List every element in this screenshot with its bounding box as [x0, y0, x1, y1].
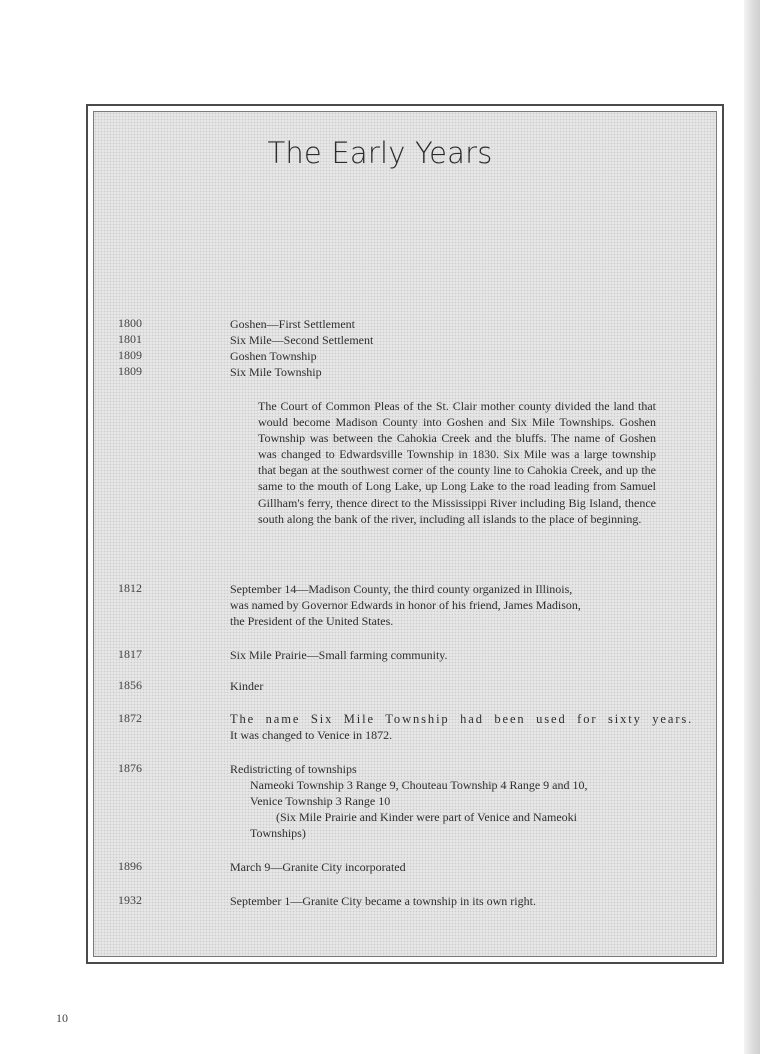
page-title: The Early Years — [267, 136, 493, 170]
entry-1876 — [230, 761, 588, 841]
entry-1817-line: Six Mile Prairie—Small farming community. — [230, 648, 448, 662]
entry-1817 — [230, 647, 448, 663]
entry-1856-line: Kinder — [230, 679, 264, 693]
township-history-paragraph: The Court of Common Pleas of the St. Clair mother county divided the land that would become Madison County into Goshen and Six Mile Townships. Goshen Township was between the Cahokia Creek and the bluffs. The name of Goshen was changed to Edwardsville Township in 1830. Six Mile was a large township that began at the southwest corner of the county line to Cahokia Creek, and up the same to the mouth of Long Lake, up Long Lake to the road leading from Samuel Gillham's ferry, thence direct to the Mississippi River including Big Island, thence south along the bank of the river, including all islands to the place of beginning. — [258, 399, 656, 526]
entry-1876-line: (Six Mile Prairie and Kinder were part of Venice and Nameoki — [276, 810, 578, 824]
entry-1812-line: September 14—Madison County, the third county organized in Illinois, — [230, 582, 573, 596]
year-1809-goshen: 1809 — [118, 348, 142, 362]
year-1817: 1817 — [118, 647, 142, 661]
entry-1876-line: Venice Township 3 Range 10 — [250, 794, 391, 808]
entry-six-mile-township: Six Mile Township — [230, 365, 322, 379]
year-1801: 1801 — [118, 332, 142, 346]
entry-1856 — [230, 678, 263, 694]
entry-goshen-first-settlement: Goshen—First Settlement — [230, 317, 355, 331]
entry-1872 — [230, 711, 693, 743]
entry-1872-line: The name Six Mile Township had been used for sixty years. — [230, 712, 694, 726]
year-1872: 1872 — [118, 711, 142, 725]
entry-1876-line: Nameoki Township 3 Range 9, Chouteau Township 4 Range 9 and 10, — [250, 778, 588, 792]
entry-1932 — [230, 893, 536, 909]
year-1812: 1812 — [118, 581, 142, 595]
year-1800: 1800 — [118, 316, 142, 330]
entry-1876-line: Redistricting of townships — [230, 762, 357, 776]
entry-1932-line: September 1—Granite City became a township in its own right. — [230, 894, 536, 908]
entry-1812 — [230, 581, 581, 629]
year-1876: 1876 — [118, 761, 142, 775]
entry-1872-line: It was changed to Venice in 1872. — [230, 728, 393, 742]
entry-1876-line: Townships) — [250, 826, 306, 840]
year-1856: 1856 — [118, 678, 142, 692]
year-1896: 1896 — [118, 859, 142, 873]
entry-1812-line: was named by Governor Edwards in honor of his friend, James Madison, — [230, 598, 581, 612]
page-number: 10 — [56, 1011, 68, 1025]
entry-1896 — [230, 859, 406, 875]
year-1932: 1932 — [118, 893, 142, 907]
entry-six-mile-second-settlement: Six Mile—Second Settlement — [230, 333, 374, 347]
year-1809-six-mile: 1809 — [118, 364, 142, 378]
entry-goshen-township: Goshen Township — [230, 349, 317, 363]
entry-1812-line: the President of the United States. — [230, 614, 394, 628]
entry-1896-line: March 9—Granite City incorporated — [230, 860, 406, 874]
